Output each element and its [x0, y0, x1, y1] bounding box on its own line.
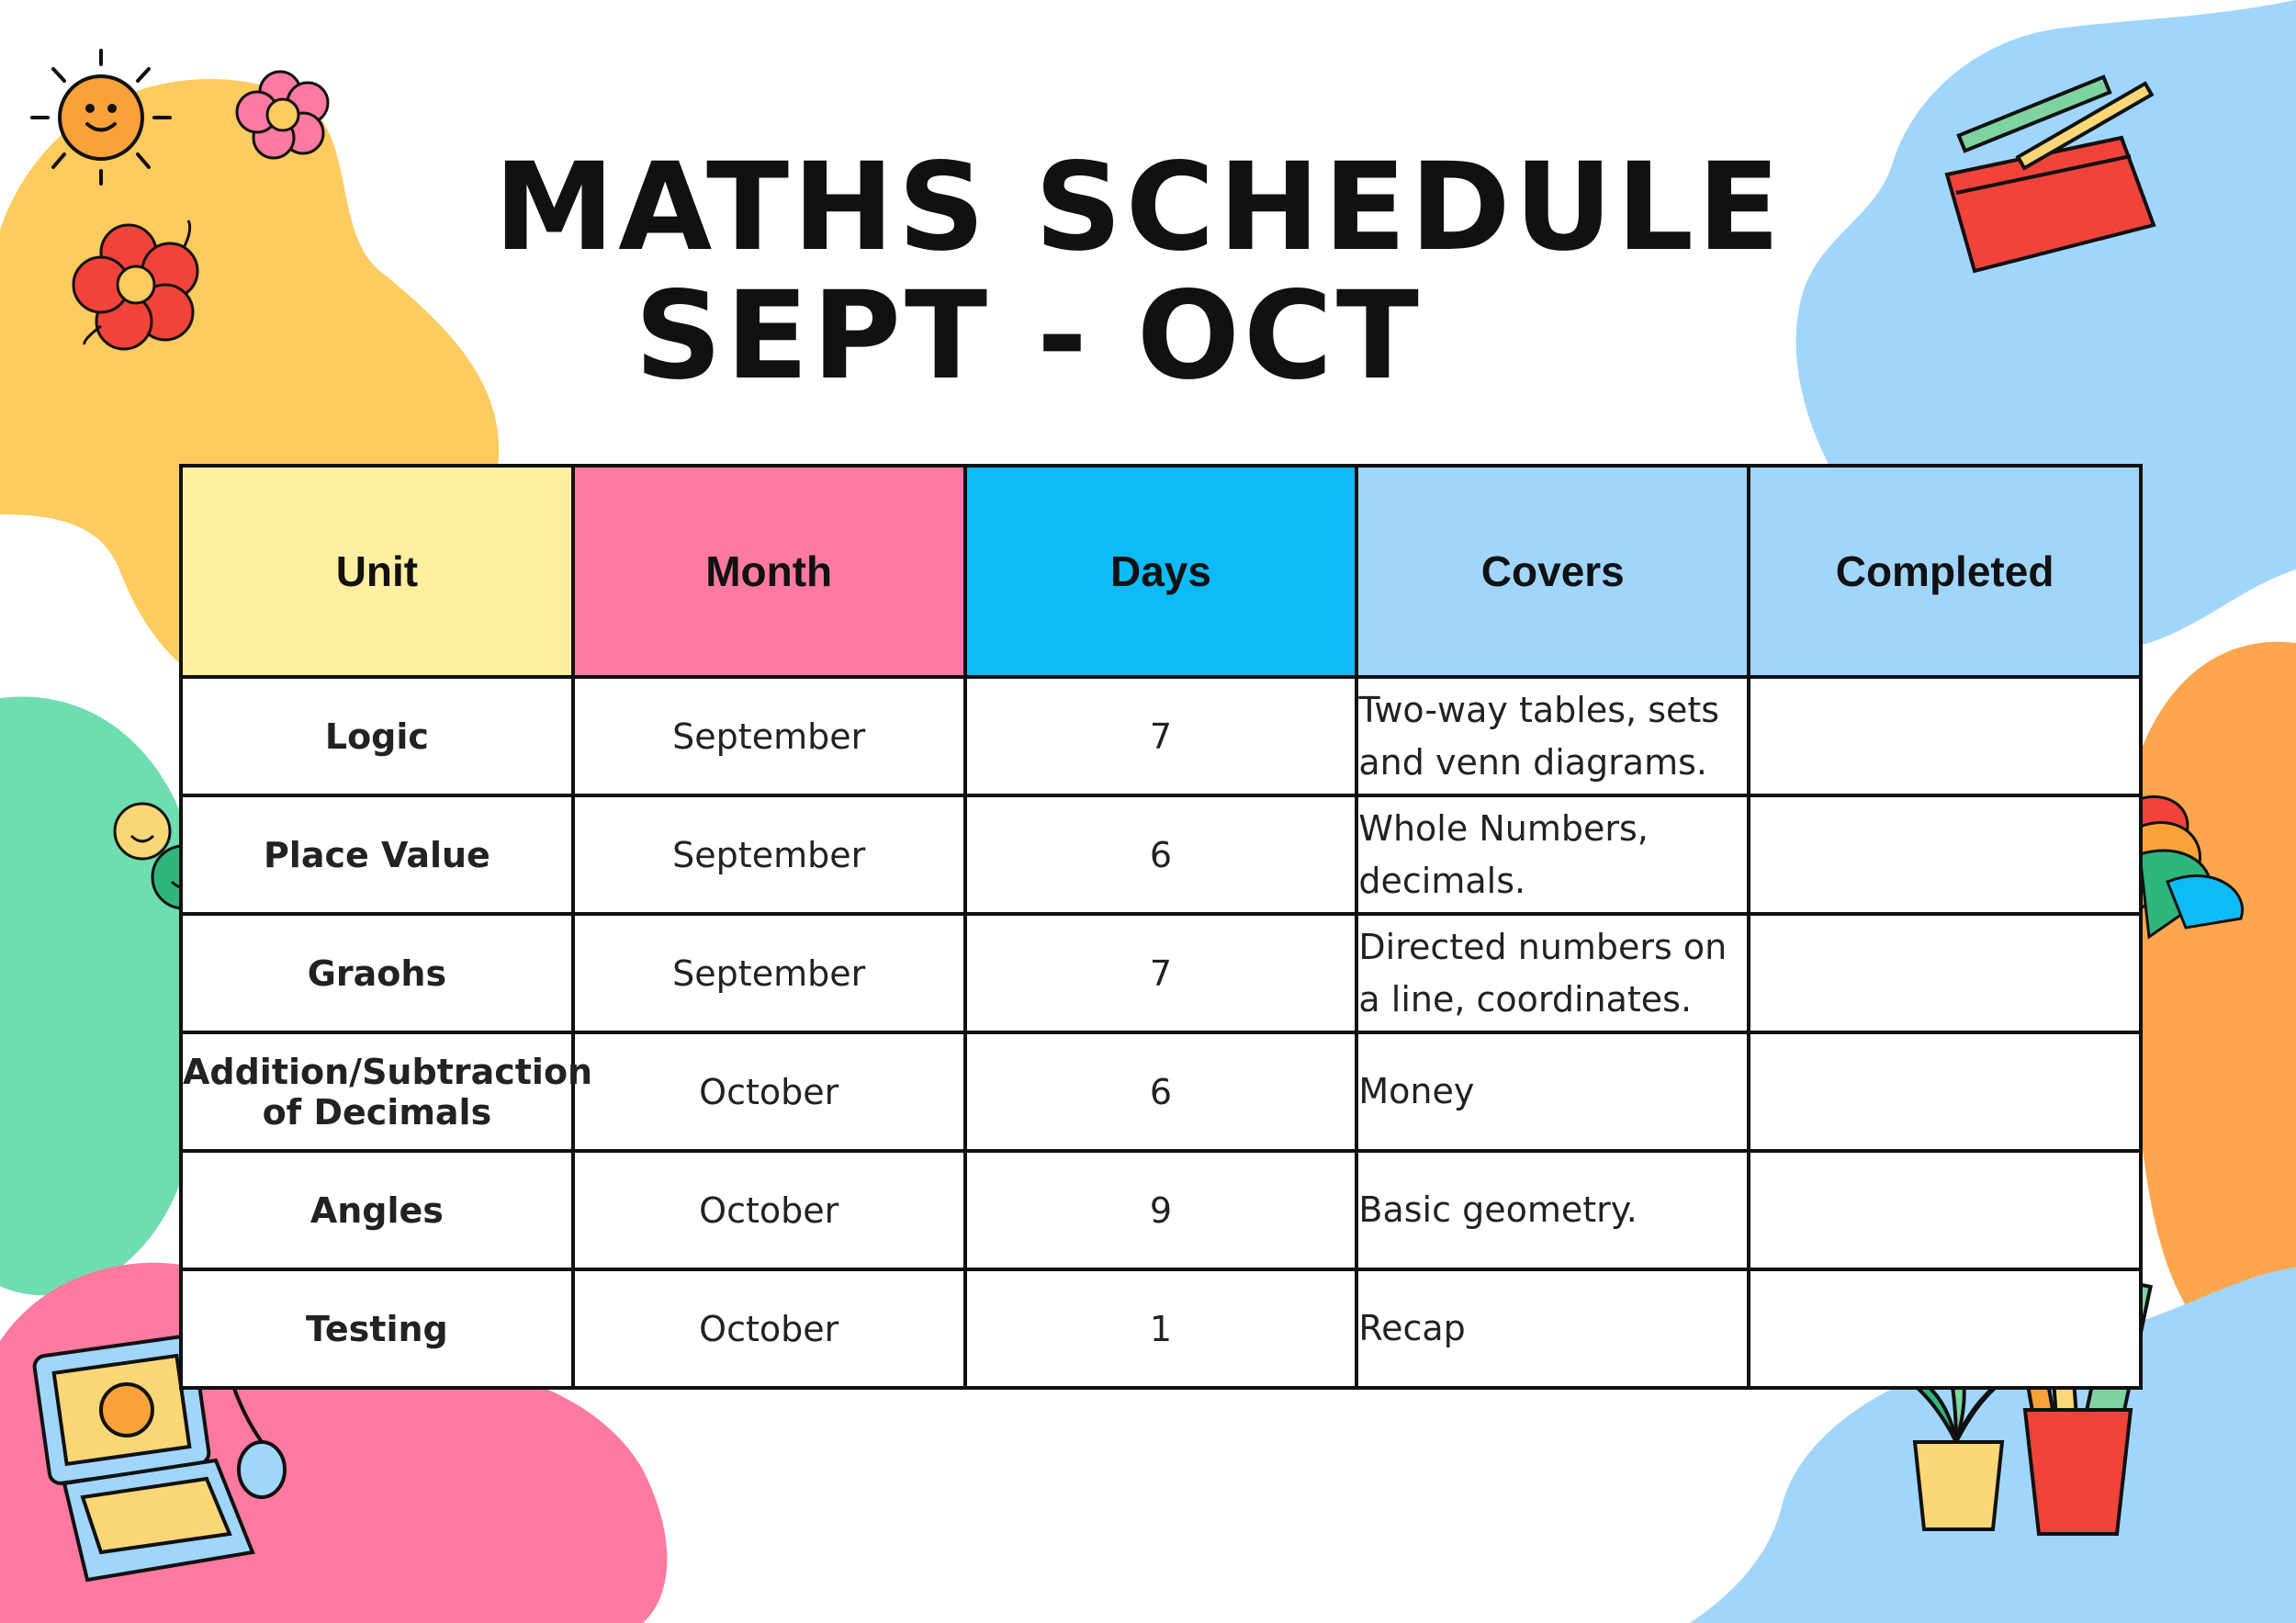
cell-covers: Whole Numbers, decimals. [1356, 795, 1749, 914]
hearts-icon [2140, 796, 2243, 937]
cell-covers: Recap [1356, 1269, 1749, 1388]
table-header-row [181, 466, 2141, 677]
cell-month: September [573, 795, 965, 914]
cell-unit: Graohs [181, 914, 573, 1032]
header-completed: Completed [1749, 466, 2141, 677]
header-covers: Covers [1356, 466, 1749, 677]
cell-unit: Testing [181, 1269, 573, 1388]
cell-month: October [573, 1151, 965, 1269]
cell-completed[interactable] [1749, 1269, 2141, 1388]
cell-covers: Two-way tables, sets and venn diagrams. [1356, 677, 1749, 795]
cell-unit: Logic [181, 677, 573, 795]
table-row [181, 677, 2141, 795]
cell-unit: Addition/Subtraction of Decimals [181, 1032, 573, 1151]
cell-completed[interactable] [1749, 795, 2141, 914]
cell-month: October [573, 1269, 965, 1388]
table-row [181, 1151, 2141, 1269]
header-unit: Unit [181, 466, 573, 677]
cell-month: October [573, 1032, 965, 1151]
page-subtitle: SEPT - OCT [635, 265, 1423, 407]
cell-covers: Money [1356, 1032, 1749, 1151]
header-month: Month [573, 466, 965, 677]
cell-days: 7 [965, 677, 1357, 795]
cell-completed[interactable] [1749, 1151, 2141, 1269]
cell-days: 6 [965, 1032, 1357, 1151]
cell-month: September [573, 677, 965, 795]
page-title: MATHS SCHEDULE [493, 137, 1784, 278]
cell-completed[interactable] [1749, 914, 2141, 1032]
flower-icon [237, 72, 328, 158]
cell-covers: Directed numbers on a line, coordinates. [1356, 914, 1749, 1032]
table-row [181, 1032, 2141, 1151]
cell-days: 1 [965, 1269, 1357, 1388]
table-row [181, 1269, 2141, 1388]
schedule-table [179, 464, 2143, 1390]
cell-days: 9 [965, 1151, 1357, 1269]
header-days: Days [965, 466, 1357, 677]
table-row [181, 795, 2141, 914]
cell-days: 6 [965, 795, 1357, 914]
cell-completed[interactable] [1749, 1032, 2141, 1151]
cell-covers: Basic geometry. [1356, 1151, 1749, 1269]
cell-unit: Place Value [181, 795, 573, 914]
cell-completed[interactable] [1749, 677, 2141, 795]
cell-days: 7 [965, 914, 1357, 1032]
cell-unit: Angles [181, 1151, 573, 1269]
table-row [181, 914, 2141, 1032]
cell-month: September [573, 914, 965, 1032]
